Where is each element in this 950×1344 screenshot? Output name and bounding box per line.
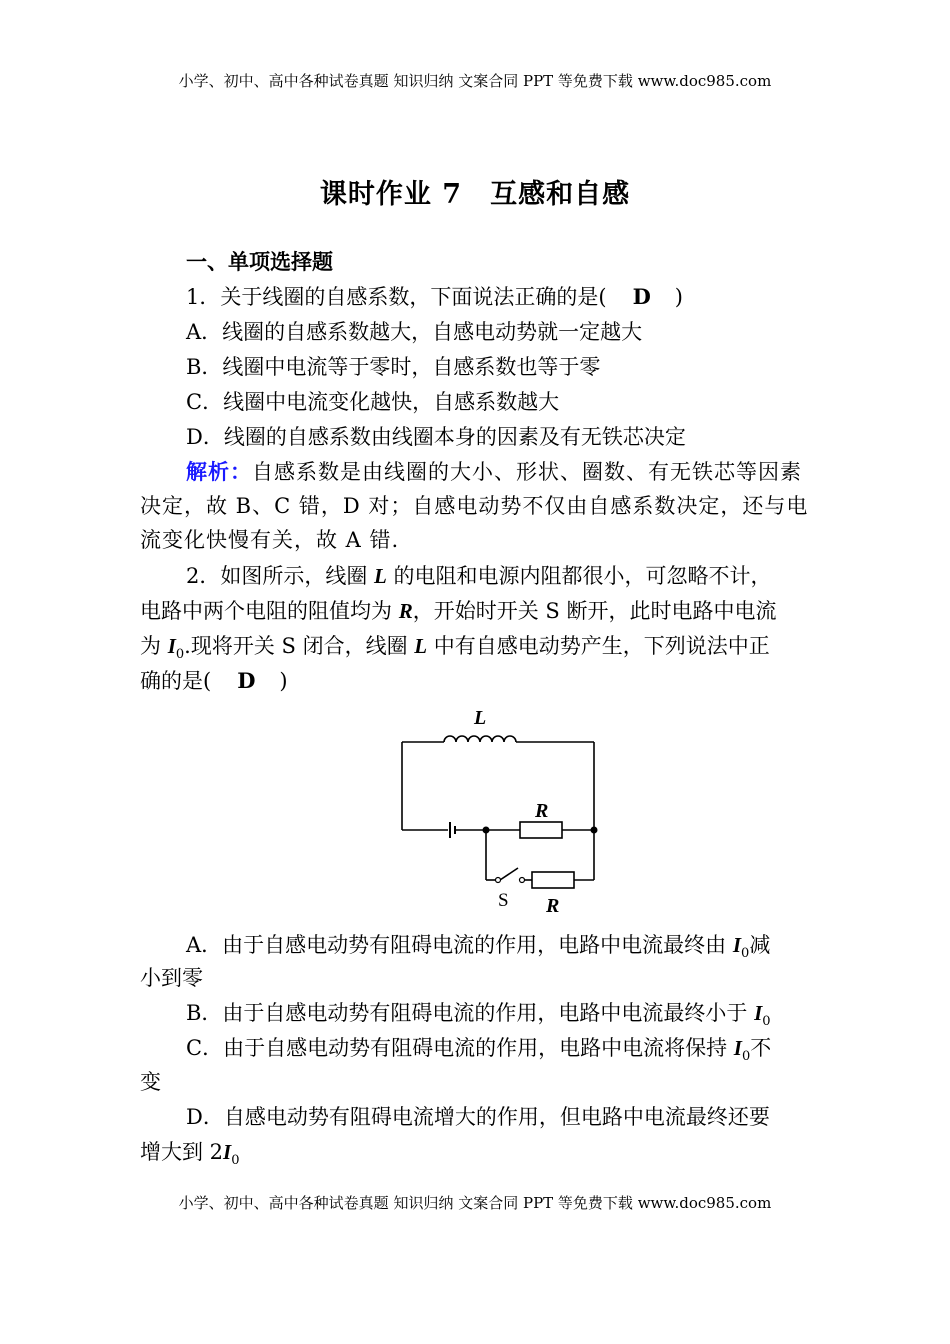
q2-l1b: 的电阻和电源内阻都很小，可忽略不计， — [386, 564, 772, 588]
q2-close: ) — [279, 669, 288, 693]
section-heading: 一、单项选择题 — [186, 249, 333, 274]
q2-option-c-line2: 变 — [140, 1070, 161, 1094]
q2-option-a-line1 — [186, 929, 770, 961]
page-title: 课时作业 7 互感和自感 — [319, 179, 631, 210]
q2-optD-I: I — [223, 1140, 232, 1164]
resistor-1 — [520, 822, 562, 838]
analysis-label: 解析： — [186, 459, 252, 484]
page-header: 小学、初中、高中各种试卷真题 知识归纳 文案合同 PPT 等免费下载 www.doc985.com — [178, 72, 772, 90]
q1-analysis-line2: 决定，故 B、C 错，D 对；自感电动势不仅由自感系数决定，还与电 — [140, 494, 809, 518]
q1-answer: D — [632, 284, 651, 309]
q2-option-d-line1: D．自感电动势有阻碍电流增大的作用，但电路中电流最终还要 — [186, 1105, 770, 1129]
junction-left — [483, 827, 490, 834]
q1-option-c: C．线圈中电流变化越快，自感系数越大 — [186, 390, 560, 414]
inductor-coil — [444, 736, 516, 742]
q2-l1a: 2．如图所示，线圈 — [186, 564, 375, 588]
q2-l4: 确的是( — [140, 669, 212, 693]
switch-label: S — [498, 890, 509, 911]
q1-analysis-line3: 流变化快慢有关，故 A 错. — [140, 528, 400, 552]
switch-blade — [500, 868, 518, 880]
q2-optB-sub: 0 — [762, 1014, 771, 1030]
q2-L: L — [374, 564, 387, 588]
q1-analysis-line1 — [186, 456, 802, 486]
q2-l2a: 电路中两个电阻的阻值均为 — [140, 599, 399, 623]
q2-optD-sub: 0 — [231, 1153, 240, 1169]
q2-optC1b: 不 — [750, 1036, 772, 1060]
q1-stem — [186, 281, 683, 311]
q2-answer: D — [237, 668, 256, 693]
q2-line1 — [186, 560, 772, 590]
q2-optA-sub: 0 — [741, 946, 750, 962]
inductor-label: L — [474, 707, 487, 729]
q2-optC1: C．由于自感电动势有阻碍电流的作用，电路中电流将保持 — [186, 1036, 734, 1060]
resistor-2-label: R — [546, 895, 560, 917]
q2-line3 — [140, 630, 770, 662]
q2-optA-I: I — [732, 933, 742, 957]
q2-optB: B．由于自感电动势有阻碍电流的作用，电路中电流最终小于 — [186, 1001, 755, 1025]
q2-l3b: .现将开关 S 闭合，线圈 — [184, 634, 415, 658]
q1-stem-text: 1．关于线圈的自感系数，下面说法正确的是( — [186, 285, 607, 309]
circuit-diagram — [390, 700, 610, 920]
q2-line4 — [140, 665, 288, 695]
q2-optD2: 增大到 2 — [140, 1140, 224, 1164]
q2-l2b: ，开始时开关 S 断开，此时电路中电流 — [412, 599, 777, 623]
q2-option-a-line2: 小到零 — [140, 966, 203, 990]
q2-optA1b: 减 — [749, 933, 771, 957]
q2-optC-sub: 0 — [741, 1049, 751, 1065]
q2-optA1: A．由于自感电动势有阻碍电流的作用，电路中电流最终由 — [186, 933, 733, 957]
junction-right — [591, 827, 598, 834]
q2-l3c: 中有自感电动势产生，下列说法中正 — [427, 634, 770, 658]
q2-line2 — [140, 595, 776, 625]
q2-option-c-line1 — [186, 1032, 771, 1064]
q2-I: I — [167, 634, 176, 658]
q1-option-b: B．线圈中电流等于零时，自感系数也等于零 — [186, 355, 601, 379]
q2-L2: L — [414, 634, 428, 658]
switch-contact-right — [520, 878, 525, 883]
q1-option-a: A．线圈的自感系数越大，自感电动势就一定越大 — [186, 320, 643, 344]
q2-optC-I: I — [733, 1036, 742, 1060]
resistor-2 — [532, 872, 574, 888]
page-footer: 小学、初中、高中各种试卷真题 知识归纳 文案合同 PPT 等免费下载 www.doc985.com — [178, 1194, 772, 1212]
q2-sub0: 0 — [175, 647, 185, 663]
q2-option-b — [186, 997, 771, 1029]
q1-option-d: D．线圈的自感系数由线圈本身的因素及有无铁芯决定 — [186, 425, 686, 449]
analysis-text-1: 自感系数是由线圈的大小、形状、圈数、有无铁芯等因素 — [252, 460, 802, 484]
switch-contact-left — [496, 878, 501, 883]
q1-close: ) — [674, 285, 683, 309]
q2-option-d-line2 — [140, 1136, 240, 1168]
resistor-1-label: R — [535, 800, 549, 822]
q2-R: R — [398, 599, 413, 623]
q2-optB-I: I — [754, 1001, 763, 1025]
q2-l3a: 为 — [140, 634, 168, 658]
